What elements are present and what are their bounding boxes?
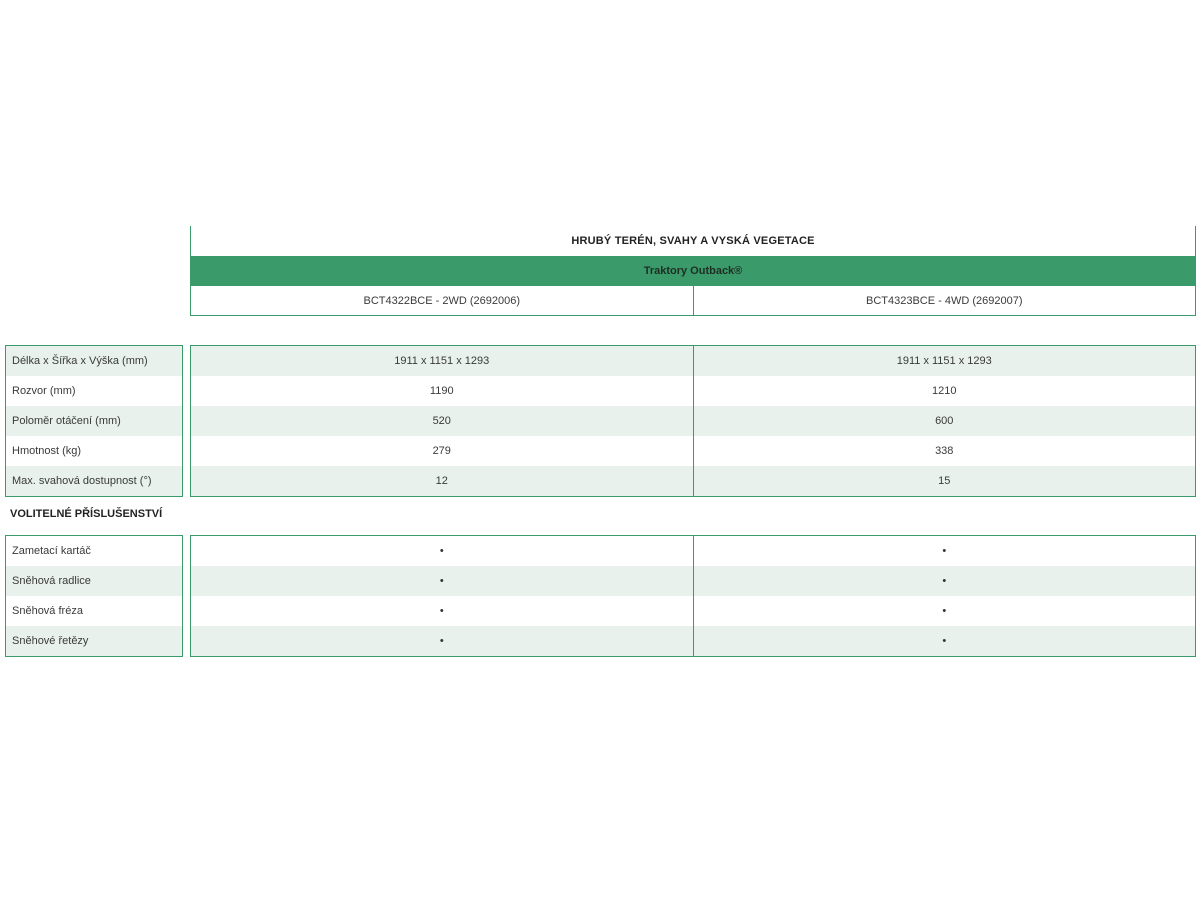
spec-label: Poloměr otáčení (mm)	[6, 406, 182, 436]
table-row	[191, 536, 1195, 566]
spec-value: 520	[191, 406, 694, 436]
table-row	[191, 566, 1195, 596]
table-row	[191, 436, 1195, 466]
category-header	[190, 226, 1196, 256]
availability-dot: •	[942, 544, 947, 557]
availability-dot: •	[942, 634, 947, 647]
table-row	[191, 406, 1195, 436]
table-row	[191, 376, 1195, 406]
accessory-values-table	[190, 535, 1196, 657]
spec-value: 12	[191, 466, 694, 496]
category-title: HRUBÝ TERÉN, SVAHY A VYSKÁ VEGETACE	[571, 235, 815, 247]
series-title: Traktory Outback®	[643, 265, 743, 277]
model-header-row	[190, 286, 1196, 316]
table-row	[191, 346, 1195, 376]
spec-value: 600	[935, 415, 954, 427]
accessories-title: VOLITELNÉ PŘÍSLUŠENSTVÍ	[10, 508, 163, 520]
table-row	[191, 466, 1195, 496]
spec-values-table	[190, 345, 1196, 497]
availability-dot: •	[191, 626, 694, 656]
spec-labels	[5, 345, 183, 497]
model-name-1: BCT4322BCE - 2WD (2692006)	[191, 286, 694, 315]
availability-dot: •	[191, 596, 694, 626]
accessory-label: Zametací kartáč	[12, 545, 91, 557]
availability-dot: •	[942, 574, 947, 587]
series-header	[190, 256, 1196, 286]
spec-value: 1911 x 1151 x 1293	[896, 355, 992, 367]
accessory-labels	[5, 535, 183, 657]
availability-dot: •	[191, 566, 694, 596]
spec-value: 1210	[932, 385, 957, 397]
spec-label: Rozvor (mm)	[12, 385, 76, 397]
table-row	[191, 626, 1195, 656]
spec-label: Délka x Šířka x Výška (mm)	[6, 346, 182, 376]
spec-value: 1190	[191, 376, 694, 406]
accessory-label: Sněhová radlice	[6, 566, 182, 596]
table-row	[191, 596, 1195, 626]
spec-value: 279	[191, 436, 694, 466]
availability-dot: •	[942, 604, 947, 617]
availability-dot: •	[191, 536, 694, 566]
accessory-label: Sněhová fréza	[12, 605, 83, 617]
spec-value: 338	[935, 445, 954, 457]
model-name-2: BCT4323BCE - 4WD (2692007)	[865, 294, 1023, 307]
spec-value: 15	[938, 475, 951, 487]
spec-label: Max. svahová dostupnost (°)	[6, 466, 182, 496]
accessory-label: Sněhové řetězy	[6, 626, 182, 656]
spec-value: 1911 x 1151 x 1293	[191, 346, 694, 376]
spec-label: Hmotnost (kg)	[12, 445, 82, 457]
